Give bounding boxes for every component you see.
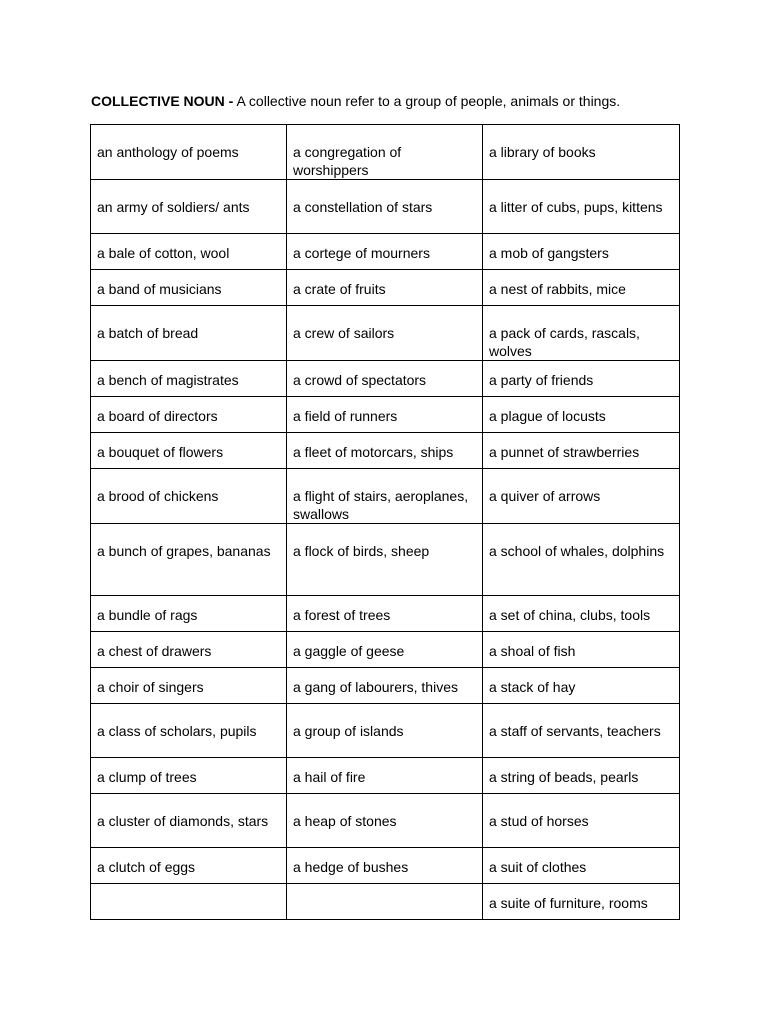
- table-cell: a bench of magistrates: [91, 361, 287, 397]
- table-cell: a cluster of diamonds, stars: [91, 794, 287, 848]
- table-row: [91, 180, 680, 234]
- table-cell: a bunch of grapes, bananas: [91, 524, 287, 596]
- table-cell: a gang of labourers, thives: [287, 668, 483, 704]
- table-cell: a party of friends: [483, 361, 680, 397]
- heading-definition: A collective noun refer to a group of people, animals or things.: [233, 93, 621, 109]
- table-cell: a gaggle of geese: [287, 632, 483, 668]
- table-cell: a staff of servants, teachers: [483, 704, 680, 758]
- table-row: [91, 125, 680, 180]
- table-cell: an anthology of poems: [91, 125, 287, 180]
- table-row: [91, 758, 680, 794]
- table-row: [91, 397, 680, 433]
- page-heading: [91, 92, 620, 110]
- table-cell: [287, 884, 483, 920]
- table-cell: a bundle of rags: [91, 596, 287, 632]
- table-row: [91, 794, 680, 848]
- table-cell: a choir of singers: [91, 668, 287, 704]
- table-cell: a mob of gangsters: [483, 234, 680, 270]
- collective-noun-table: [90, 124, 680, 920]
- table-row: [91, 596, 680, 632]
- table-cell: a punnet of strawberries: [483, 433, 680, 469]
- table-cell: a stud of horses: [483, 794, 680, 848]
- table-cell: a batch of bread: [91, 306, 287, 361]
- table-cell: a suite of furniture, rooms: [483, 884, 680, 920]
- table-cell: a flock of birds, sheep: [287, 524, 483, 596]
- table-cell: a board of directors: [91, 397, 287, 433]
- table-cell: a bale of cotton, wool: [91, 234, 287, 270]
- table-row: [91, 668, 680, 704]
- table-cell: an army of soldiers/ ants: [91, 180, 287, 234]
- table-row: [91, 704, 680, 758]
- table-cell: a chest of drawers: [91, 632, 287, 668]
- table-cell: a pack of cards, rascals, wolves: [483, 306, 680, 361]
- table-row: [91, 270, 680, 306]
- table-cell: a crate of fruits: [287, 270, 483, 306]
- table-cell: a brood of chickens: [91, 469, 287, 524]
- table-cell: a field of runners: [287, 397, 483, 433]
- table-cell: a crowd of spectators: [287, 361, 483, 397]
- table-row: [91, 632, 680, 668]
- table-cell: a cortege of mourners: [287, 234, 483, 270]
- table-cell: a nest of rabbits, mice: [483, 270, 680, 306]
- table-cell: a class of scholars, pupils: [91, 704, 287, 758]
- table-row: [91, 361, 680, 397]
- table-cell: a litter of cubs, pups, kittens: [483, 180, 680, 234]
- table-cell: a set of china, clubs, tools: [483, 596, 680, 632]
- table-cell: a quiver of arrows: [483, 469, 680, 524]
- table-cell: a fleet of motorcars, ships: [287, 433, 483, 469]
- table-row: [91, 884, 680, 920]
- table-cell: a string of beads, pearls: [483, 758, 680, 794]
- table-cell: a flight of stairs, aeroplanes, swallows: [287, 469, 483, 524]
- table-row: [91, 306, 680, 361]
- table-row: [91, 848, 680, 884]
- table-cell: [91, 884, 287, 920]
- table-cell: a school of whales, dolphins: [483, 524, 680, 596]
- table-cell: a bouquet of flowers: [91, 433, 287, 469]
- table-row: [91, 524, 680, 596]
- table-cell: a forest of trees: [287, 596, 483, 632]
- table-cell: a hedge of bushes: [287, 848, 483, 884]
- table-cell: a hail of fire: [287, 758, 483, 794]
- table-cell: a group of islands: [287, 704, 483, 758]
- table-cell: a congregation of worshippers: [287, 125, 483, 180]
- table-cell: a constellation of stars: [287, 180, 483, 234]
- table-cell: a clump of trees: [91, 758, 287, 794]
- collective-noun-table-body: [91, 125, 680, 920]
- table-cell: a shoal of fish: [483, 632, 680, 668]
- table-row: [91, 469, 680, 524]
- table-cell: a clutch of eggs: [91, 848, 287, 884]
- table-cell: a band of musicians: [91, 270, 287, 306]
- table-cell: a heap of stones: [287, 794, 483, 848]
- table-cell: a stack of hay: [483, 668, 680, 704]
- table-cell: a suit of clothes: [483, 848, 680, 884]
- table-cell: a crew of sailors: [287, 306, 483, 361]
- table-row: [91, 433, 680, 469]
- table-cell: a library of books: [483, 125, 680, 180]
- table-row: [91, 234, 680, 270]
- table-cell: a plague of locusts: [483, 397, 680, 433]
- heading-term: COLLECTIVE NOUN -: [91, 93, 234, 109]
